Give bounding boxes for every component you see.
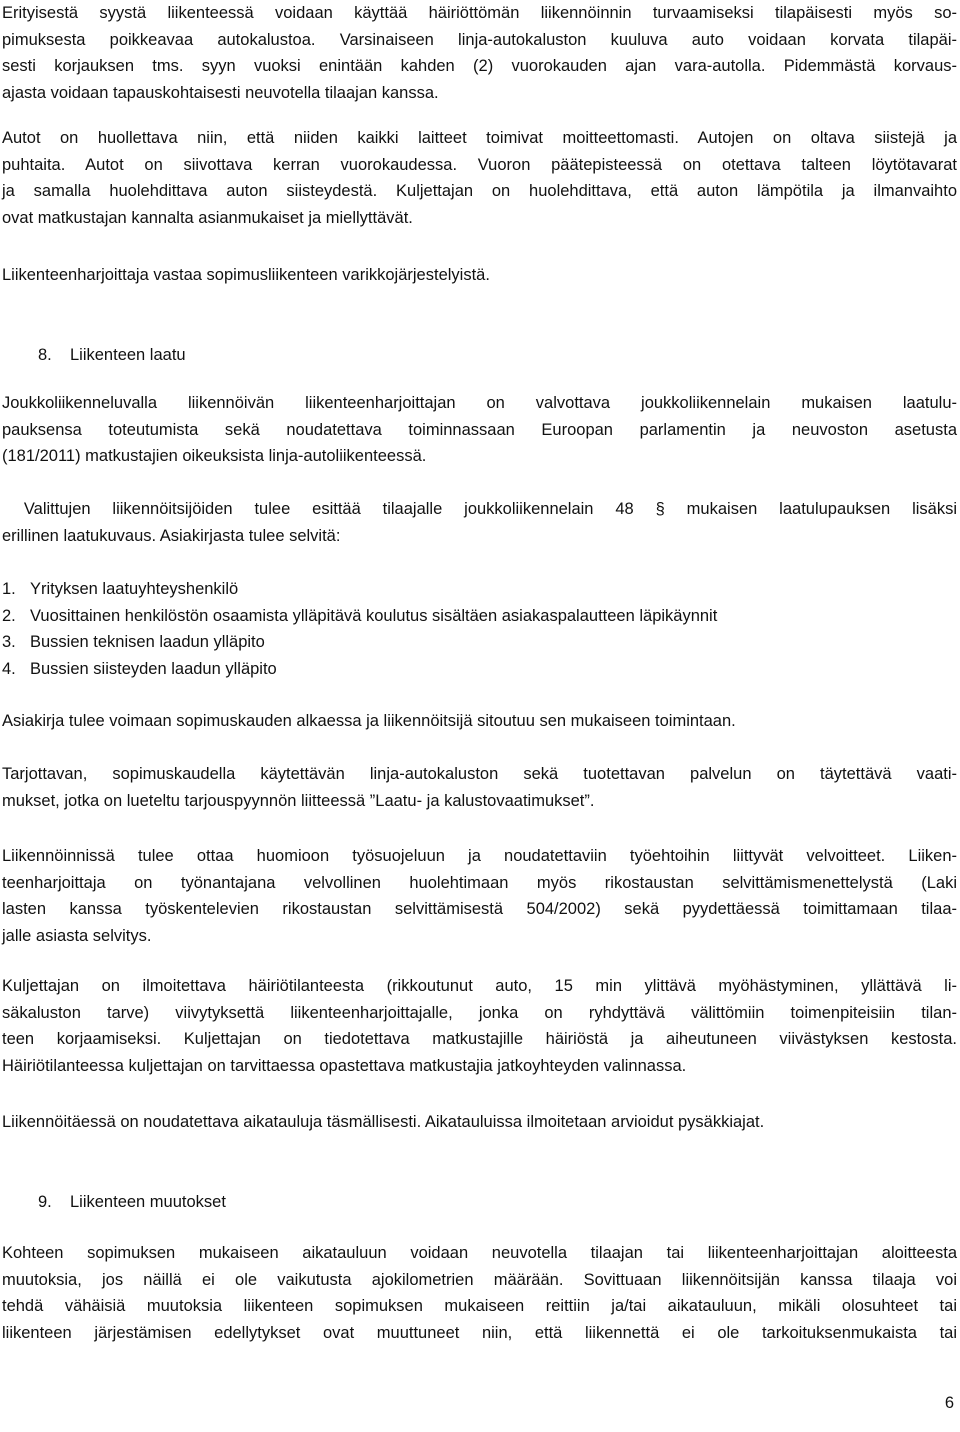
section-title: Liikenteen muutokset xyxy=(70,1193,226,1211)
paragraph-occupational-safety xyxy=(2,843,957,949)
list-item xyxy=(2,576,717,603)
text-line: ajasta voidaan tapauskohtaisesti neuvotella tilaajan kanssa. xyxy=(2,83,439,102)
text-line: teenharjoittaja on työnantajana velvollinen huolehtimaan myös rikostaustan selvittämismenettelystä (Laki xyxy=(2,873,957,892)
text-line: jalle asiasta selvitys. xyxy=(2,926,152,945)
text-line: ja samalla huolehdittava auton siisteydestä. Kuljettajan on huolehdittava, että auton lämpötila ja ilmanvaihto xyxy=(2,182,957,201)
paragraph-traffic-changes xyxy=(2,1240,957,1346)
list-number: 2. xyxy=(2,606,16,625)
text-line: Häiriötilanteessa kuljettajan on tarvittaessa opastettava matkustajia jatkoyhteyden valinnassa. xyxy=(2,1056,687,1075)
paragraph-quality-promise xyxy=(2,390,957,470)
text-line: Valittujen liikennöitsijöiden tulee esittää tilaajalle joukkoliikennelain 48 § mukaisen laatulupauksen lisäksi xyxy=(2,500,957,518)
text-line: teen korjaamiseksi. Kuljettajan on tiedotettava matkustajille häiriöstä ja aiheutuneen viivästyksen kestosta. xyxy=(2,1030,957,1049)
section-title: Liikenteen laatu xyxy=(70,346,186,364)
paragraph-disruption-reporting xyxy=(2,973,957,1079)
list-item xyxy=(2,603,717,630)
text-line: liikenteen järjestämisen edellytykset ovat muuttuneet niin, että liikennettä ei ole tarkoituksenmukaista tai xyxy=(2,1323,957,1342)
list-item xyxy=(2,629,717,656)
paragraph-vehicle-maintenance xyxy=(2,125,957,231)
text-line: pimuksesta poikkeavaa autokalustoa. Varsinaiseen linja-autokaluston kuuluva auto voidaan korvata tilapäi- xyxy=(2,30,957,49)
section-heading-8 xyxy=(38,342,186,369)
text-line: Asiakirja tulee voimaan sopimuskauden alkaessa ja liikennöitsijä sitoutuu sen mukaiseen toimintaan. xyxy=(2,712,736,730)
section-heading-9 xyxy=(38,1189,226,1216)
list-text: Bussien teknisen laadun ylläpito xyxy=(30,633,265,652)
text-line: puhtaita. Autot on siivottava kerran vuorokaudessa. Vuoron päätepisteessä on otettava talteen löytötavarat xyxy=(2,155,957,174)
text-line: mukset, jotka on lueteltu tarjouspyynnön liitteessä ”Laatu- ja kalustovaatimukset”. xyxy=(2,791,595,810)
section-number: 8. xyxy=(38,346,52,364)
paragraph-document-validity xyxy=(2,708,957,735)
paragraph-quality-description xyxy=(2,496,957,549)
paragraph-timetables xyxy=(2,1109,957,1136)
paragraph-fleet-requirements xyxy=(2,761,957,814)
text-line: ovat matkustajan kannalta asianmukaiset ja miellyttävät. xyxy=(2,208,413,227)
text-line: Joukkoliikenneluvalla liikennöivän liikenteenharjoittajan on valvottava joukkoliikennelain mukaisen laatulu- xyxy=(2,394,957,412)
list-item xyxy=(2,656,717,683)
text-line: erillinen laatukuvaus. Asiakirjasta tulee selvitä: xyxy=(2,526,341,545)
text-line: sesti korjauksen tms. syyn vuoksi enintään kahden (2) vuorokauden ajan vara-autolla. Pidemmästä korvaus- xyxy=(2,57,957,76)
section-number: 9. xyxy=(38,1193,52,1211)
text-line: tehdä vähäisiä muutoksia liikenteen sopimuksen mukaiseen reittiin ja/tai aikatauluun, mikäli olosuhteet tai xyxy=(2,1297,957,1316)
list-number: 4. xyxy=(2,659,16,678)
text-line: Kuljettajan on ilmoitettava häiriötilanteesta (rikkoutunut auto, 15 min ylittävä myöhästyminen, yllättävä li- xyxy=(2,977,957,995)
text-line: Erityisestä syystä liikenteessä voidaan käyttää häiriöttömän liikennöinnin turvaamiseksi tilapäisesti myös so- xyxy=(2,4,957,22)
paragraph-temporary-vehicles xyxy=(2,0,957,106)
page-number: 6 xyxy=(944,1394,954,1412)
list-text: Vuosittainen henkilöstön osaamista ylläpitävä koulutus sisältäen asiakaspalautteen läpikäynnit xyxy=(30,606,718,625)
text-line: muutoksia, jos näillä ei ole vaikutusta ajokilometrien määrään. Sovittuaan liikennöitsijän kanssa tilaaja voi xyxy=(2,1270,957,1289)
text-line: Liikennöitäessä on noudatettava aikatauluja täsmällisesti. Aikatauluissa ilmoitetaan arvioidut pysäkkiajat. xyxy=(2,1113,765,1131)
text-line: Autot on huollettava niin, että niiden kaikki laitteet toimivat moitteettomasti. Autojen on oltava siistejä ja xyxy=(2,129,957,147)
paragraph-depot-arrangements xyxy=(2,262,957,289)
text-line: säkaluston tarve) viivytyksettä liikenteenharjoittajalle, jonka on ryhdyttävä välittömiin toimenpiteisiin tilan- xyxy=(2,1003,957,1022)
text-line: Liikennöinnissä tulee ottaa huomioon työsuojeluun ja noudatettaviin työehtoihin liittyvät velvoitteet. Liiken- xyxy=(2,847,957,865)
list-text: Yrityksen laatuyhteyshenkilö xyxy=(30,580,239,598)
text-line: (181/2011) matkustajien oikeuksista linja-autoliikenteessä. xyxy=(2,447,427,466)
list-number: 1. xyxy=(2,580,16,598)
quality-requirements-list xyxy=(2,576,717,682)
text-line: Kohteen sopimuksen mukaiseen aikatauluun voidaan neuvotella tilaajan tai liikenteenharjoittajan aloitteesta xyxy=(2,1244,957,1262)
text-line: Liikenteenharjoittaja vastaa sopimusliikenteen varikkojärjestelyistä. xyxy=(2,266,490,284)
text-line: pauksensa toteutumista sekä noudatettava toiminnassaan Euroopan parlamentin ja neuvoston asetusta xyxy=(2,420,957,439)
list-number: 3. xyxy=(2,633,16,652)
text-line: lasten kanssa työskentelevien rikostaustan selvittämisestä 504/2002) sekä pyydettäessä toimittamaan tilaa- xyxy=(2,900,957,919)
text-line: Tarjottavan, sopimuskaudella käytettävän linja-autokaluston sekä tuotettavan palvelun on täytettävä vaati- xyxy=(2,765,957,783)
list-text: Bussien siisteyden laadun ylläpito xyxy=(30,659,277,678)
